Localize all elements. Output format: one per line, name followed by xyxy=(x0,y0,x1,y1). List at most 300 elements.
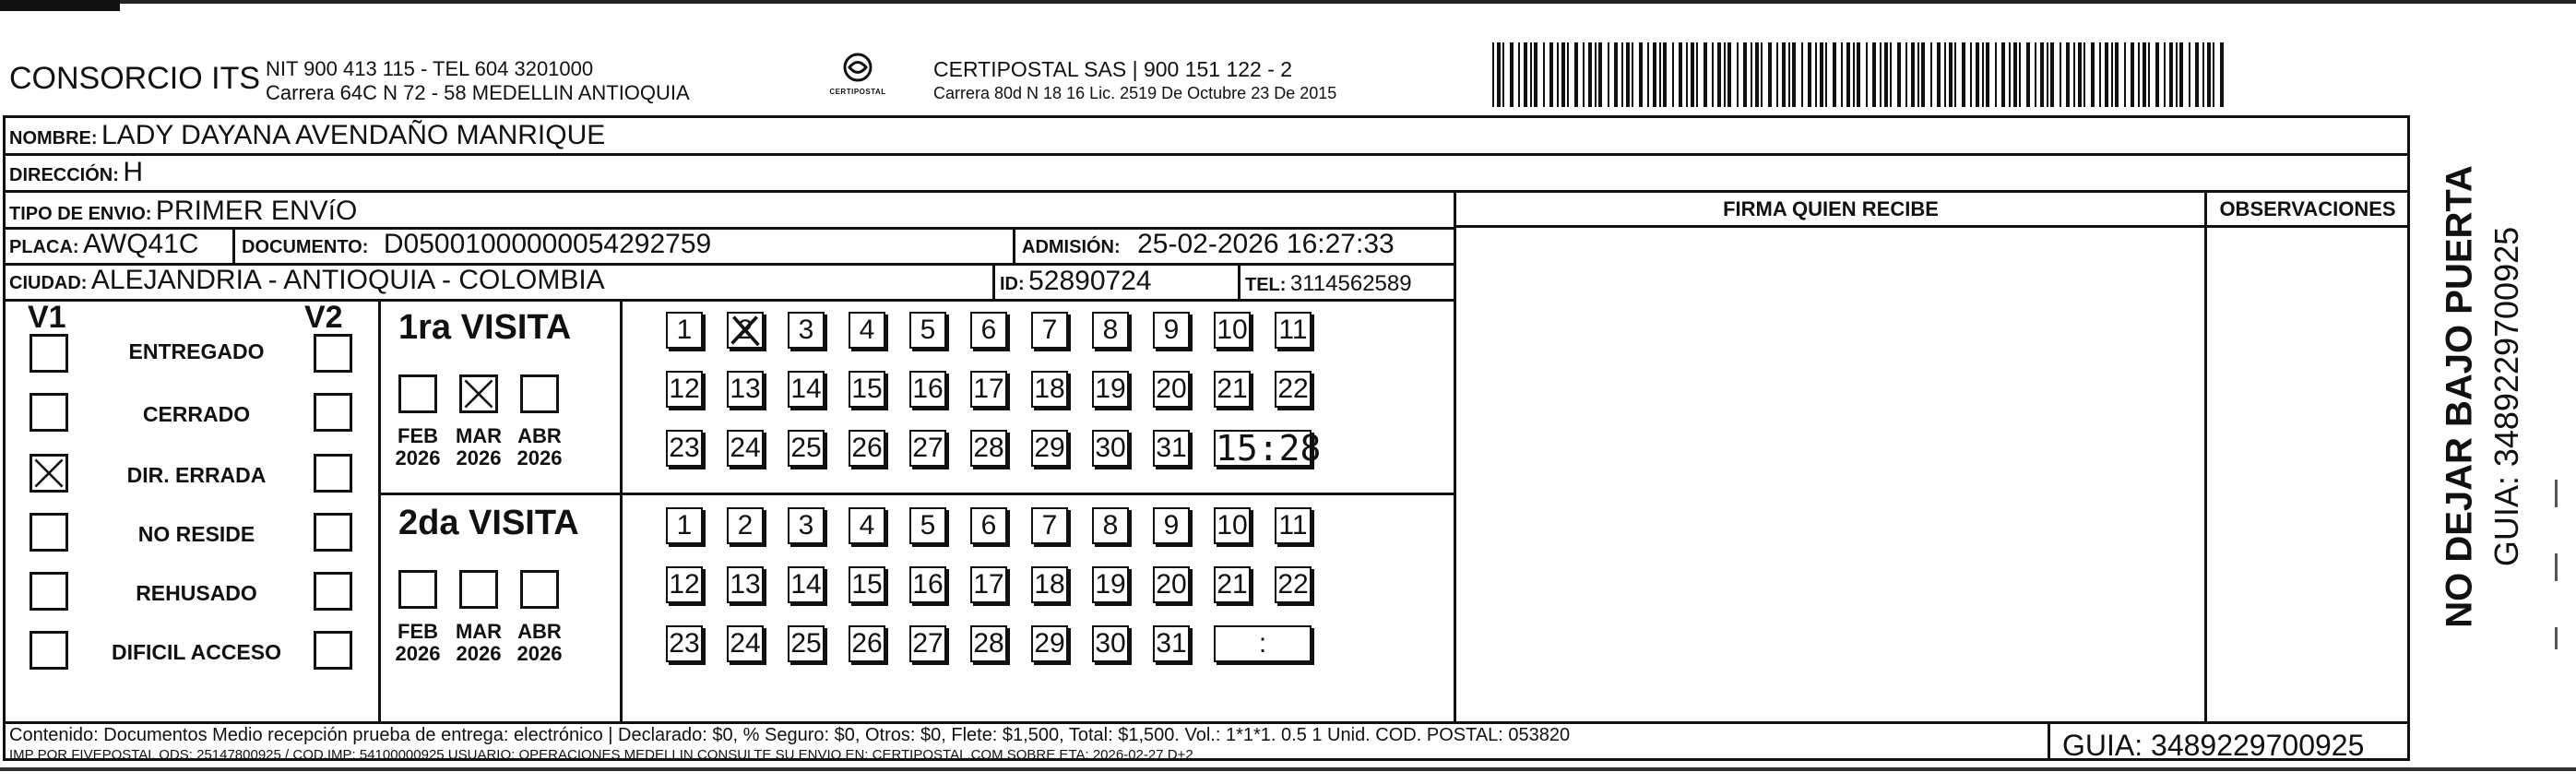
year-label: 2026 xyxy=(516,446,563,469)
barcode-bar xyxy=(2050,42,2054,107)
address-label: DIRECCIÓN: xyxy=(9,165,119,185)
barcode-bar xyxy=(1954,42,1956,107)
day-number: 29 xyxy=(1034,433,1065,463)
v1-checkbox[interactable] xyxy=(30,393,68,432)
day-box[interactable] xyxy=(909,625,946,662)
day-box[interactable] xyxy=(727,625,764,662)
time-box[interactable] xyxy=(1214,625,1312,662)
day-box[interactable] xyxy=(788,625,825,662)
month-checkbox[interactable] xyxy=(459,374,498,413)
barcode-bar xyxy=(2164,42,2166,107)
barcode-bar xyxy=(2202,42,2204,107)
year-label: 2026 xyxy=(456,642,502,665)
day-number: 5 xyxy=(920,315,936,345)
day-number: 16 xyxy=(912,569,944,600)
day-box[interactable] xyxy=(909,371,946,408)
day-box[interactable] xyxy=(727,371,764,408)
footer-meta: IMP POR FIVEPOSTAL ODS: 25147800925 / COD.IMP: 54100000925 USUARIO: OPERACIONES MEDELLIN CONSULTE SU ENVIO EN: CERTIPOSTAL.COM SOBRE ETA: 2026-02-27 D+2 xyxy=(9,747,1193,763)
day-number: 26 xyxy=(851,433,883,463)
v2-checkbox[interactable] xyxy=(314,393,352,432)
barcode-bar xyxy=(1853,42,1855,107)
month-checkbox[interactable] xyxy=(398,374,437,413)
barcode-bar xyxy=(2105,42,2108,107)
city-field xyxy=(9,265,605,296)
barcode-bar xyxy=(1561,42,1565,107)
day-number: 19 xyxy=(1095,374,1126,404)
day-number: 6 xyxy=(980,315,997,345)
status-label: DIFICIL ACCESO xyxy=(111,640,281,664)
barcode-bar xyxy=(2001,42,2005,107)
day-box[interactable] xyxy=(1031,312,1068,349)
name-field xyxy=(9,120,605,151)
day-box[interactable] xyxy=(1031,507,1068,544)
day-number: 31 xyxy=(1156,628,1187,659)
barcode-bar xyxy=(2040,42,2044,107)
day-number: 15 xyxy=(851,569,883,600)
month-label: MAR xyxy=(455,424,503,447)
day-number: 13 xyxy=(730,374,761,404)
barcode-bar xyxy=(1595,42,1597,107)
day-box[interactable] xyxy=(970,312,1007,349)
day-number: 31 xyxy=(1156,433,1187,463)
day-number: 2 xyxy=(737,315,754,345)
month-checkbox[interactable] xyxy=(520,570,559,609)
address-value: H xyxy=(123,157,144,187)
day-box[interactable] xyxy=(1031,430,1068,467)
v-divider xyxy=(1454,192,1456,721)
barcode-bar xyxy=(1663,42,1667,107)
day-number: 24 xyxy=(730,433,761,463)
barcode-bar xyxy=(2143,42,2146,107)
day-box[interactable] xyxy=(1092,566,1129,603)
day-box[interactable] xyxy=(970,625,1007,662)
barcode-bar xyxy=(1776,42,1778,107)
barcode-bar xyxy=(2019,42,2021,107)
divider xyxy=(378,493,1455,495)
shipping-type-label: TIPO DE ENVIO: xyxy=(9,204,152,224)
day-box[interactable] xyxy=(849,371,885,408)
tel-label: TEL: xyxy=(1245,275,1287,295)
barcode-bar xyxy=(1712,42,1714,107)
barcode-bar xyxy=(1884,42,1888,107)
signature-header: FIRMA QUIEN RECIBE xyxy=(1723,197,1939,220)
day-number: 27 xyxy=(912,628,944,659)
barcode-bar xyxy=(1557,42,1559,107)
day-number: 23 xyxy=(669,433,700,463)
barcode-bar xyxy=(2111,42,2113,107)
v-divider xyxy=(1013,230,1015,263)
day-number: 16 xyxy=(912,374,944,404)
year-label: 2026 xyxy=(456,446,502,469)
day-number: 11 xyxy=(1278,510,1308,540)
divider xyxy=(3,190,2410,193)
day-box[interactable] xyxy=(1275,566,1312,603)
shipping-type-value: PRIMER ENVíO xyxy=(155,196,358,226)
month-label: ABR xyxy=(517,620,562,643)
day-number: 28 xyxy=(973,628,1004,659)
barcode-bar xyxy=(1846,42,1850,107)
time-value: 15:28 xyxy=(1216,428,1322,469)
month-checkbox[interactable] xyxy=(398,570,437,609)
day-box[interactable] xyxy=(788,430,825,467)
barcode-bar xyxy=(1549,42,1553,107)
v2-checkbox[interactable] xyxy=(314,572,352,611)
scan-mark xyxy=(2555,627,2558,649)
barcode-bar xyxy=(1724,42,1726,107)
day-box[interactable] xyxy=(727,507,764,544)
barcode-bar xyxy=(1880,42,1882,107)
day-box[interactable] xyxy=(1214,312,1251,349)
barcode-bar xyxy=(1820,42,1823,107)
day-number: 1 xyxy=(676,510,693,540)
divider xyxy=(3,153,2410,156)
x-mark-icon xyxy=(729,314,762,347)
barcode-bar xyxy=(2078,42,2082,107)
day-box[interactable] xyxy=(666,507,703,544)
v2-label: V2 xyxy=(304,300,343,335)
day-box[interactable] xyxy=(666,430,703,467)
day-box[interactable] xyxy=(1092,507,1129,544)
day-box[interactable] xyxy=(909,430,946,467)
carrier-line-1: CERTIPOSTAL SAS | 900 151 122 - 2 xyxy=(933,57,1293,81)
day-box[interactable] xyxy=(1092,312,1129,349)
day-number: 7 xyxy=(1041,510,1058,540)
barcode-bar xyxy=(1672,42,1674,107)
barcode-bar xyxy=(1743,42,1747,107)
x-mark-icon xyxy=(32,457,65,490)
day-box[interactable] xyxy=(1153,625,1190,662)
day-number: 18 xyxy=(1034,569,1065,600)
v1-label: V1 xyxy=(28,300,66,335)
v-divider xyxy=(378,301,381,721)
day-box[interactable] xyxy=(727,312,764,349)
barcode-bar xyxy=(1808,42,1811,107)
status-label: REHUSADO xyxy=(136,581,257,605)
year-label: 2026 xyxy=(516,642,563,665)
day-box[interactable] xyxy=(666,566,703,603)
day-number: 3 xyxy=(798,510,814,540)
day-number: 21 xyxy=(1217,374,1248,404)
barcode-bar xyxy=(2115,42,2119,107)
side-warning-text: NO DEJAR BAJO PUERTA xyxy=(2439,165,2480,628)
day-box[interactable] xyxy=(788,312,825,349)
barcode-bar xyxy=(1737,42,1739,107)
day-number: 26 xyxy=(851,628,883,659)
day-box[interactable] xyxy=(1153,371,1190,408)
barcode-bar xyxy=(1872,42,1876,107)
day-box[interactable] xyxy=(1031,371,1068,408)
day-number: 8 xyxy=(1102,315,1119,345)
barcode-bar xyxy=(1534,42,1537,107)
day-box[interactable] xyxy=(1153,430,1190,467)
month-checkbox[interactable] xyxy=(459,570,498,609)
v1-checkbox[interactable] xyxy=(30,572,68,611)
day-box[interactable] xyxy=(1153,507,1190,544)
barcode-bar xyxy=(1755,42,1759,107)
barcode-bar xyxy=(1632,42,1633,107)
tel-value: 3114562589 xyxy=(1289,271,1412,296)
day-number: 20 xyxy=(1156,374,1187,404)
barcode-bar xyxy=(2179,42,2183,107)
barcode-bar xyxy=(1598,42,1602,107)
barcode-bar xyxy=(1905,42,1907,107)
barcode-bar xyxy=(1801,42,1803,107)
id-label: ID: xyxy=(1000,274,1025,294)
barcode-bar xyxy=(1679,42,1682,107)
scan-mark xyxy=(2555,480,2558,507)
barcode-bar xyxy=(2220,42,2224,107)
address-field xyxy=(9,157,143,188)
v2-checkbox[interactable] xyxy=(314,631,352,670)
barcode-bar xyxy=(1647,42,1649,107)
day-box[interactable] xyxy=(666,312,703,349)
barcode-bar xyxy=(2091,42,2095,107)
day-number: 30 xyxy=(1095,433,1126,463)
day-box[interactable] xyxy=(849,507,885,544)
v1-checkbox[interactable] xyxy=(30,631,68,670)
day-number: 12 xyxy=(669,374,700,404)
barcode-bar xyxy=(2035,42,2036,107)
visit-1-title: 1ra VISITA xyxy=(398,308,572,347)
divider xyxy=(3,299,1455,302)
scan-mark xyxy=(2555,553,2558,581)
observations-header: OBSERVACIONES xyxy=(2219,197,2396,220)
barcode-bar xyxy=(1588,42,1592,107)
day-box[interactable] xyxy=(1153,566,1190,603)
barcode-bar xyxy=(1970,42,1972,107)
day-box[interactable] xyxy=(970,371,1007,408)
barcode xyxy=(1492,42,2230,111)
barcode-bar xyxy=(1751,42,1752,107)
day-box[interactable] xyxy=(1214,371,1251,408)
barcode-bar xyxy=(1921,42,1925,107)
day-box[interactable] xyxy=(970,566,1007,603)
barcode-bar xyxy=(1653,42,1656,107)
name-value: LADY DAYANA AVENDAÑO MANRIQUE xyxy=(101,120,606,150)
barcode-bar xyxy=(2073,42,2075,107)
barcode-bar xyxy=(1502,42,1504,107)
day-box[interactable] xyxy=(1031,625,1068,662)
barcode-bar xyxy=(1788,42,1790,107)
day-box[interactable] xyxy=(970,507,1007,544)
day-number: 19 xyxy=(1095,569,1126,600)
day-box[interactable] xyxy=(1275,371,1312,408)
day-box[interactable] xyxy=(909,566,946,603)
day-number: 5 xyxy=(920,510,936,540)
company-line-2: Carrera 64C N 72 - 58 MEDELLIN ANTIOQUIA xyxy=(266,81,690,104)
barcode-bar xyxy=(2148,42,2150,107)
day-box[interactable] xyxy=(970,430,1007,467)
observations-area[interactable] xyxy=(2207,228,2408,721)
day-number: 20 xyxy=(1156,569,1187,600)
day-number: 13 xyxy=(730,569,761,600)
day-box[interactable] xyxy=(849,625,885,662)
day-box[interactable] xyxy=(1031,566,1068,603)
day-box[interactable] xyxy=(849,430,885,467)
v2-checkbox[interactable] xyxy=(314,334,352,373)
barcode-bar xyxy=(2083,42,2085,107)
barcode-bar xyxy=(2099,42,2101,107)
day-box[interactable] xyxy=(727,430,764,467)
city-label: CIUDAD: xyxy=(9,273,88,293)
barcode-bar xyxy=(1492,42,1494,107)
barcode-bar xyxy=(2047,42,2048,107)
barcode-bar xyxy=(1524,42,1527,107)
day-box[interactable] xyxy=(727,566,764,603)
month-checkbox[interactable] xyxy=(520,374,559,413)
barcode-bar xyxy=(1962,42,1965,107)
day-number: 1 xyxy=(676,315,693,345)
barcode-bar xyxy=(2131,42,2134,107)
day-number: 14 xyxy=(790,569,822,600)
month-label: FEB xyxy=(398,424,438,447)
plate-value: AWQ41C xyxy=(83,229,199,259)
day-number: 7 xyxy=(1041,315,1058,345)
day-box[interactable] xyxy=(1275,507,1312,544)
day-number: 30 xyxy=(1095,628,1126,659)
day-number: 10 xyxy=(1217,315,1248,345)
barcode-bar xyxy=(2060,42,2061,107)
company-name: CONSORCIO ITS xyxy=(9,61,261,96)
barcode-bar xyxy=(1530,42,1532,107)
document-field xyxy=(242,229,711,260)
barcode-bar xyxy=(1976,42,1979,107)
status-label: CERRADO xyxy=(142,402,251,426)
barcode-bar xyxy=(2169,42,2173,107)
barcode-bar xyxy=(2066,42,2070,107)
shipping-type-field xyxy=(9,196,357,227)
day-number: 11 xyxy=(1278,315,1308,345)
day-box[interactable] xyxy=(788,507,825,544)
admission-field xyxy=(1022,229,1395,260)
v1-checkbox[interactable] xyxy=(30,454,68,493)
carrier-line-2: Carrera 80d N 18 16 Lic. 2519 De Octubre 23 De 2015 xyxy=(933,84,1337,102)
scan-edge-bottom xyxy=(0,767,2576,771)
admission-value: 25-02-2026 16:27:33 xyxy=(1137,229,1395,259)
day-number: 2 xyxy=(737,510,754,540)
day-box[interactable] xyxy=(1092,430,1129,467)
day-number: 27 xyxy=(912,433,944,463)
company-line-1: NIT 900 413 115 - TEL 604 3201000 xyxy=(266,57,594,80)
barcode-bar xyxy=(1917,42,1919,107)
barcode-bar xyxy=(2189,42,2190,107)
year-label: 2026 xyxy=(395,642,441,665)
barcode-bar xyxy=(1911,42,1915,107)
barcode-bar xyxy=(1696,42,1698,107)
day-number: 15 xyxy=(851,374,883,404)
time-box[interactable] xyxy=(1214,428,1322,469)
barcode-bar xyxy=(1727,42,1731,107)
barcode-bar xyxy=(1982,42,1984,107)
v1-checkbox[interactable] xyxy=(30,334,68,373)
barcode-bar xyxy=(2207,42,2211,107)
day-box[interactable] xyxy=(849,566,885,603)
v2-checkbox[interactable] xyxy=(314,513,352,552)
barcode-bar xyxy=(1626,42,1630,107)
barcode-bar xyxy=(1639,42,1643,107)
day-number: 8 xyxy=(1102,510,1119,540)
barcode-bar xyxy=(1510,42,1514,107)
document-label: DOCUMENTO: xyxy=(242,237,369,257)
barcode-bar xyxy=(1944,42,1946,107)
day-box[interactable] xyxy=(788,371,825,408)
logo-emblem-icon xyxy=(839,52,876,83)
barcode-bar xyxy=(1930,42,1932,107)
signature-area[interactable] xyxy=(1457,228,2204,721)
barcode-bar xyxy=(1621,42,1623,107)
v-divider xyxy=(1238,266,1241,299)
barcode-bar xyxy=(1782,42,1786,107)
day-box[interactable] xyxy=(909,312,946,349)
plate-label: PLACA: xyxy=(9,237,79,257)
barcode-bar xyxy=(1857,42,1860,107)
barcode-bar xyxy=(1825,42,1827,107)
day-box[interactable] xyxy=(666,371,703,408)
day-number: 17 xyxy=(973,569,1004,600)
barcode-bar xyxy=(1815,42,1817,107)
day-box[interactable] xyxy=(1214,507,1251,544)
barcode-bar xyxy=(1949,42,1953,107)
v-divider xyxy=(232,230,235,263)
v2-checkbox[interactable] xyxy=(314,454,352,493)
day-number: 25 xyxy=(790,433,822,463)
month-label: ABR xyxy=(517,424,562,447)
day-number: 25 xyxy=(790,628,822,659)
barcode-bar xyxy=(1543,42,1545,107)
barcode-bar xyxy=(1937,42,1941,107)
status-label: DIR. ERRADA xyxy=(126,463,267,487)
day-box[interactable] xyxy=(1275,312,1312,349)
barcode-bar xyxy=(1518,42,1520,107)
footer-guide: GUIA: 3489229700925 xyxy=(2062,729,2365,762)
tel-field xyxy=(1245,271,1412,297)
day-number: 9 xyxy=(1163,510,1180,540)
status-label: NO RESIDE xyxy=(137,522,255,546)
barcode-bar xyxy=(1833,42,1836,107)
barcode-bar xyxy=(1574,42,1578,107)
day-box[interactable] xyxy=(1092,625,1129,662)
day-number: 4 xyxy=(859,510,875,540)
day-box[interactable] xyxy=(1214,566,1251,603)
city-value: ALEJANDRIA - ANTIOQUIA - COLOMBIA xyxy=(90,265,605,295)
day-box[interactable] xyxy=(788,566,825,603)
barcode-bar xyxy=(1567,42,1569,107)
day-box[interactable] xyxy=(666,625,703,662)
day-number: 21 xyxy=(1217,569,1248,600)
month-label: MAR xyxy=(455,620,503,643)
year-label: 2026 xyxy=(395,446,441,469)
barcode-bar xyxy=(1614,42,1618,107)
day-box[interactable] xyxy=(1153,312,1190,349)
day-box[interactable] xyxy=(1092,371,1129,408)
day-box[interactable] xyxy=(849,312,885,349)
barcode-bar xyxy=(1691,42,1694,107)
barcode-bar xyxy=(1866,42,1868,107)
v1-checkbox[interactable] xyxy=(30,513,68,552)
barcode-bar xyxy=(2195,42,2199,107)
day-number: 3 xyxy=(798,315,814,345)
v-divider xyxy=(620,301,623,721)
day-number: 10 xyxy=(1217,510,1248,540)
day-number: 22 xyxy=(1277,569,1309,600)
barcode-bar xyxy=(2013,42,2017,107)
day-box[interactable] xyxy=(909,507,946,544)
day-number: 6 xyxy=(980,510,997,540)
barcode-bar xyxy=(1703,42,1707,107)
barcode-bar xyxy=(1717,42,1721,107)
barcode-bar xyxy=(1608,42,1609,107)
day-number: 9 xyxy=(1163,315,1180,345)
